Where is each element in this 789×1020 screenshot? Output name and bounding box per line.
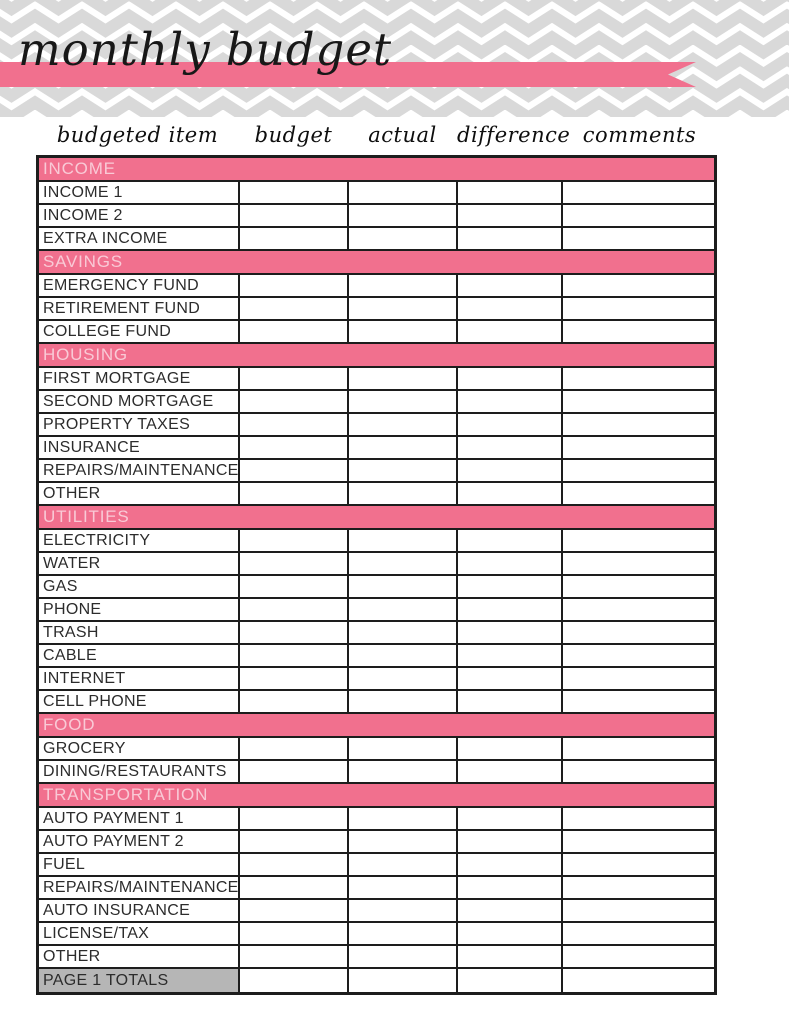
table-row: [39, 900, 714, 923]
table-row: [39, 228, 714, 251]
actual-cell[interactable]: [349, 900, 458, 921]
table-row: [39, 437, 714, 460]
actual-cell[interactable]: [349, 182, 458, 203]
section-label: SAVINGS: [43, 252, 123, 271]
section-header-utilities: [39, 506, 714, 530]
difference-cell[interactable]: [458, 530, 563, 551]
actual-cell[interactable]: [349, 391, 458, 412]
difference-cell[interactable]: [458, 877, 563, 898]
comments-cell[interactable]: [563, 854, 714, 875]
table-row: [39, 761, 714, 784]
page-title: monthly budget: [18, 23, 393, 76]
section-label: TRANSPORTATION: [43, 785, 209, 804]
budget-cell[interactable]: [240, 228, 349, 249]
budget-cell[interactable]: [240, 205, 349, 226]
actual-cell[interactable]: [349, 946, 458, 967]
actual-cell[interactable]: [349, 298, 458, 319]
item-label-cell: REPAIRS/MAINTENANCE: [39, 877, 240, 898]
item-label-cell: OTHER: [39, 483, 240, 504]
comments-cell[interactable]: [563, 368, 714, 389]
comments-cell[interactable]: [563, 622, 714, 643]
difference-cell[interactable]: [458, 946, 563, 967]
difference-cell[interactable]: [458, 854, 563, 875]
budget-cell[interactable]: [240, 437, 349, 458]
budget-cell[interactable]: [240, 691, 349, 712]
difference-cell[interactable]: [458, 923, 563, 944]
item-label-cell: WATER: [39, 553, 240, 574]
comments-cell[interactable]: [563, 877, 714, 898]
budget-cell[interactable]: [240, 622, 349, 643]
budget-cell[interactable]: [240, 553, 349, 574]
difference-cell[interactable]: [458, 900, 563, 921]
budget-cell[interactable]: [240, 946, 349, 967]
item-label-cell: DINING/RESTAURANTS: [39, 761, 240, 782]
comments-cell[interactable]: [563, 691, 714, 712]
column-header-difference: difference: [457, 123, 571, 147]
budget-cell[interactable]: [240, 321, 349, 342]
actual-cell[interactable]: [349, 368, 458, 389]
actual-cell[interactable]: [349, 576, 458, 597]
budget-cell[interactable]: [240, 414, 349, 435]
actual-cell[interactable]: [349, 599, 458, 620]
item-label-cell: PROPERTY TAXES: [39, 414, 240, 435]
item-label-cell: RETIREMENT FUND: [39, 298, 240, 319]
table-row: [39, 553, 714, 576]
table-row: [39, 808, 714, 831]
budget-cell[interactable]: [240, 854, 349, 875]
actual-cell[interactable]: [349, 553, 458, 574]
actual-cell[interactable]: [349, 808, 458, 829]
comments-cell[interactable]: [563, 298, 714, 319]
difference-cell[interactable]: [458, 969, 563, 992]
comments-cell[interactable]: [563, 645, 714, 666]
item-label-cell: INCOME 1: [39, 182, 240, 203]
column-header-budget: budget: [254, 123, 333, 147]
actual-cell[interactable]: [349, 460, 458, 481]
item-label-cell: EMERGENCY FUND: [39, 275, 240, 296]
comments-cell[interactable]: [563, 205, 714, 226]
difference-cell[interactable]: [458, 622, 563, 643]
comments-cell[interactable]: [563, 275, 714, 296]
difference-cell[interactable]: [458, 228, 563, 249]
column-header-actual: actual: [368, 123, 437, 147]
table-row: [39, 854, 714, 877]
comments-cell[interactable]: [563, 808, 714, 829]
budget-cell[interactable]: [240, 298, 349, 319]
difference-cell[interactable]: [458, 182, 563, 203]
comments-cell[interactable]: [563, 576, 714, 597]
actual-cell[interactable]: [349, 877, 458, 898]
table-row: [39, 414, 714, 437]
budget-cell[interactable]: [240, 808, 349, 829]
difference-cell[interactable]: [458, 831, 563, 852]
budget-cell[interactable]: [240, 668, 349, 689]
table-row: [39, 298, 714, 321]
difference-cell[interactable]: [458, 414, 563, 435]
section-header-income: [39, 158, 714, 182]
actual-cell[interactable]: [349, 205, 458, 226]
comments-cell[interactable]: [563, 553, 714, 574]
item-label-cell: CELL PHONE: [39, 691, 240, 712]
item-label-cell: FUEL: [39, 854, 240, 875]
actual-cell[interactable]: [349, 437, 458, 458]
section-header-housing: [39, 344, 714, 368]
table-row: [39, 205, 714, 228]
actual-cell[interactable]: [349, 321, 458, 342]
table-row: [39, 831, 714, 854]
item-label-cell: OTHER: [39, 946, 240, 967]
comments-cell[interactable]: [563, 831, 714, 852]
comments-cell[interactable]: [563, 391, 714, 412]
budget-cell[interactable]: [240, 877, 349, 898]
budget-cell[interactable]: [240, 391, 349, 412]
actual-cell[interactable]: [349, 691, 458, 712]
comments-cell[interactable]: [563, 761, 714, 782]
actual-cell[interactable]: [349, 831, 458, 852]
budget-cell[interactable]: [240, 576, 349, 597]
actual-cell[interactable]: [349, 275, 458, 296]
budget-table: [36, 155, 717, 995]
table-row: [39, 645, 714, 668]
comments-cell[interactable]: [563, 228, 714, 249]
actual-cell[interactable]: [349, 530, 458, 551]
table-row: [39, 368, 714, 391]
item-label-cell: GAS: [39, 576, 240, 597]
budget-cell[interactable]: [240, 923, 349, 944]
item-label-cell: PHONE: [39, 599, 240, 620]
table-row: [39, 460, 714, 483]
item-label-cell: INTERNET: [39, 668, 240, 689]
table-row: [39, 923, 714, 946]
difference-cell[interactable]: [458, 483, 563, 504]
section-header-savings: [39, 251, 714, 275]
difference-cell[interactable]: [458, 321, 563, 342]
item-label-cell: FIRST MORTGAGE: [39, 368, 240, 389]
actual-cell[interactable]: [349, 854, 458, 875]
banner: [0, 0, 789, 117]
comments-cell[interactable]: [563, 738, 714, 759]
table-row: [39, 275, 714, 298]
table-row: [39, 738, 714, 761]
difference-cell[interactable]: [458, 576, 563, 597]
item-label-cell: AUTO PAYMENT 2: [39, 831, 240, 852]
item-label-cell: INCOME 2: [39, 205, 240, 226]
column-header-budgeted-item: budgeted item: [56, 123, 219, 147]
difference-cell[interactable]: [458, 391, 563, 412]
section-label: UTILITIES: [43, 507, 130, 526]
column-headers: [36, 117, 717, 153]
budget-cell[interactable]: [240, 530, 349, 551]
comments-cell[interactable]: [563, 321, 714, 342]
item-label-cell: LICENSE/TAX: [39, 923, 240, 944]
item-label-cell: INSURANCE: [39, 437, 240, 458]
section-label: INCOME: [43, 159, 116, 178]
table-row: [39, 182, 714, 205]
budget-cell[interactable]: [240, 182, 349, 203]
budget-cell[interactable]: [240, 483, 349, 504]
budget-cell[interactable]: [240, 645, 349, 666]
difference-cell[interactable]: [458, 668, 563, 689]
budget-cell[interactable]: [240, 761, 349, 782]
item-label-cell: EXTRA INCOME: [39, 228, 240, 249]
item-label-cell: REPAIRS/MAINTENANCE: [39, 460, 240, 481]
difference-cell[interactable]: [458, 645, 563, 666]
section-label: FOOD: [43, 715, 96, 734]
budget-cell[interactable]: [240, 900, 349, 921]
difference-cell[interactable]: [458, 460, 563, 481]
difference-cell[interactable]: [458, 553, 563, 574]
item-label-cell: TRASH: [39, 622, 240, 643]
budget-cell[interactable]: [240, 275, 349, 296]
comments-cell[interactable]: [563, 923, 714, 944]
table-row: [39, 622, 714, 645]
comments-cell[interactable]: [563, 182, 714, 203]
comments-cell[interactable]: [563, 969, 714, 992]
item-label-cell: SECOND MORTGAGE: [39, 391, 240, 412]
actual-cell[interactable]: [349, 969, 458, 992]
item-label-cell: GROCERY: [39, 738, 240, 759]
item-label-cell: ELECTRICITY: [39, 530, 240, 551]
table-row: [39, 576, 714, 599]
item-label-cell: CABLE: [39, 645, 240, 666]
actual-cell[interactable]: [349, 483, 458, 504]
actual-cell[interactable]: [349, 738, 458, 759]
actual-cell[interactable]: [349, 645, 458, 666]
budget-cell[interactable]: [240, 738, 349, 759]
section-header-food: [39, 714, 714, 738]
actual-cell[interactable]: [349, 668, 458, 689]
totals-row: [39, 969, 714, 992]
comments-cell[interactable]: [563, 946, 714, 967]
difference-cell[interactable]: [458, 691, 563, 712]
difference-cell[interactable]: [458, 738, 563, 759]
table-row: [39, 877, 714, 900]
item-label-cell: AUTO INSURANCE: [39, 900, 240, 921]
comments-cell[interactable]: [563, 599, 714, 620]
table-row: [39, 599, 714, 622]
comments-cell[interactable]: [563, 668, 714, 689]
budget-cell[interactable]: [240, 368, 349, 389]
actual-cell[interactable]: [349, 923, 458, 944]
difference-cell[interactable]: [458, 298, 563, 319]
comments-cell[interactable]: [563, 900, 714, 921]
actual-cell[interactable]: [349, 622, 458, 643]
difference-cell[interactable]: [458, 368, 563, 389]
difference-cell[interactable]: [458, 437, 563, 458]
comments-cell[interactable]: [563, 530, 714, 551]
comments-cell[interactable]: [563, 460, 714, 481]
difference-cell[interactable]: [458, 205, 563, 226]
comments-cell[interactable]: [563, 414, 714, 435]
table-row: [39, 691, 714, 714]
difference-cell[interactable]: [458, 599, 563, 620]
difference-cell[interactable]: [458, 761, 563, 782]
table-row: [39, 946, 714, 969]
comments-cell[interactable]: [563, 483, 714, 504]
comments-cell[interactable]: [563, 437, 714, 458]
budget-cell[interactable]: [240, 969, 349, 992]
table-row: [39, 321, 714, 344]
table-row: [39, 483, 714, 506]
item-label-cell: COLLEGE FUND: [39, 321, 240, 342]
column-header-comments: comments: [582, 123, 697, 147]
totals-label-cell: PAGE 1 TOTALS: [39, 969, 240, 992]
difference-cell[interactable]: [458, 808, 563, 829]
section-label: HOUSING: [43, 345, 128, 364]
actual-cell[interactable]: [349, 761, 458, 782]
table-row: [39, 391, 714, 414]
table-row: [39, 668, 714, 691]
table-row: [39, 530, 714, 553]
budget-cell[interactable]: [240, 599, 349, 620]
item-label-cell: AUTO PAYMENT 1: [39, 808, 240, 829]
budget-cell[interactable]: [240, 460, 349, 481]
section-header-transportation: [39, 784, 714, 808]
actual-cell[interactable]: [349, 228, 458, 249]
budget-cell[interactable]: [240, 831, 349, 852]
actual-cell[interactable]: [349, 414, 458, 435]
difference-cell[interactable]: [458, 275, 563, 296]
